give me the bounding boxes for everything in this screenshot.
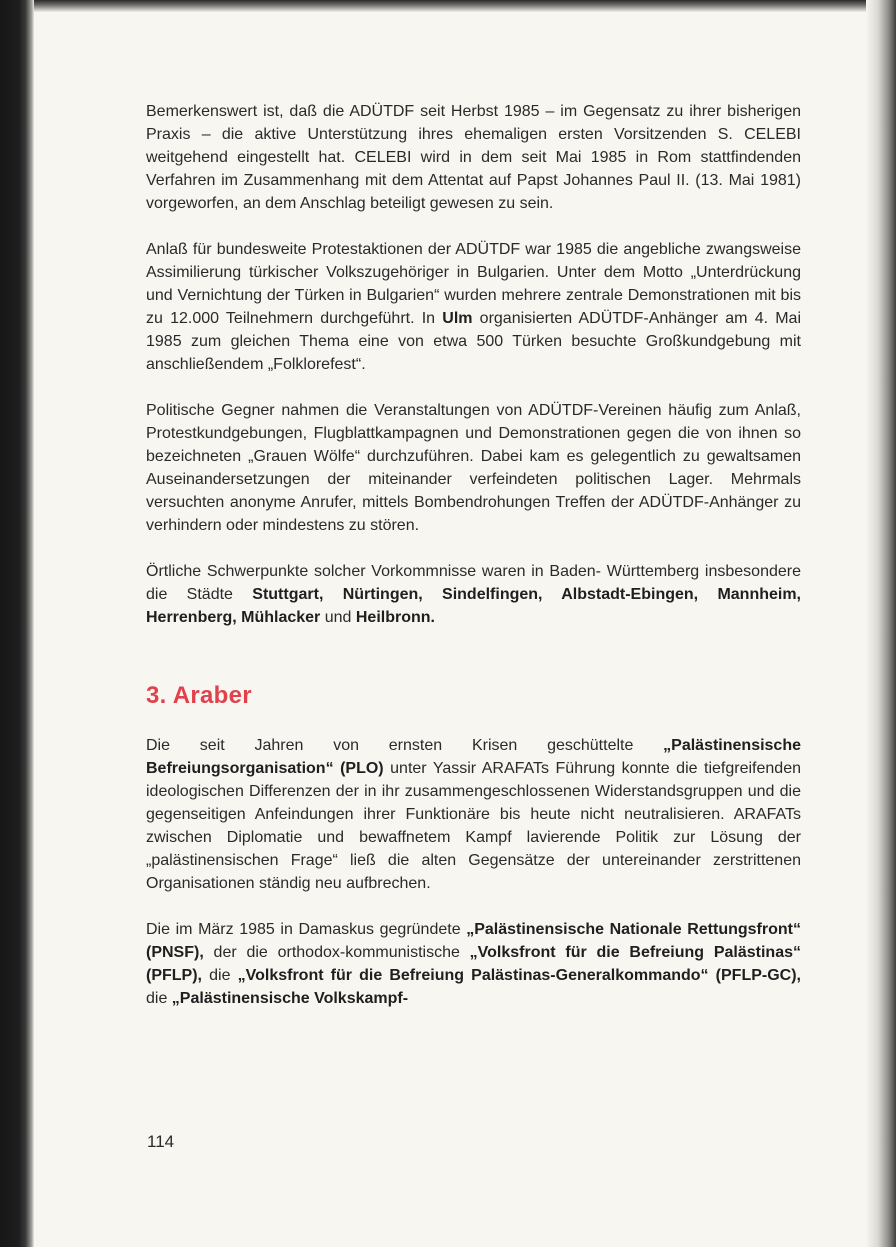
text-run: Politische Gegner nahmen die Veranstaltungen von ADÜTDF-Vereinen häufig zum Anlaß, Protestkundgebungen, Flugblattkampagnen und Demonstrationen gegen die von ihnen so bezeichneten „Grauen Wölfe“ durchzuführen. Dabei kam es gelegentlich zu gewaltsamen Auseinandersetzungen der miteinander verfeindeten politischen Lager. Mehrmals versuchten anonyme Anrufer, mittels Bombendrohungen Treffen der ADÜTDF-Anhänger zu verhindern oder mindestens zu stören. (146, 402, 801, 534)
paragraph (146, 100, 801, 215)
text-run: Die seit Jahren von ernsten Krisen geschüttelte (146, 737, 664, 754)
section-number: 3. (146, 682, 167, 709)
bold-text-run: „Palästinensische Volkskampf- (171, 990, 409, 1007)
page-body (146, 100, 801, 1010)
bold-text-run: Ulm (442, 310, 473, 327)
paragraph (146, 734, 801, 895)
text-run: die (146, 990, 172, 1007)
text-run: organisierten ADÜTDF-Anhänger am 4. Mai 1985 zum gleichen Thema eine von etwa 500 Türken besuchte Großkundgebung mit anschließendem „Folklorefest“. (146, 310, 802, 373)
book-spine-shadow (0, 0, 34, 1247)
bold-text-run: „Volksfront für die Befreiung Palästinas“ (PFLP), (146, 944, 801, 984)
section-title: Araber (172, 682, 252, 709)
bold-text-run: „Volksfront für die Befreiung Palästinas-Generalkommando“ (PFLP-GC), (237, 967, 801, 984)
text-run: Anlaß für bundesweite Protestaktionen der ADÜTDF war 1985 die angebliche zwangsweise Assimilierung türkischer Volkszugehöriger in Bulgarien. Unter dem Motto „Unterdrückung und Vernichtung der Türken in Bulgarien“ wurden mehrere zentrale Demonstrationen mit bis zu 12.000 Teilnehmern durchgeführt. In (146, 241, 801, 327)
section-heading (146, 684, 801, 707)
paragraph (146, 918, 801, 1010)
text-run: die (202, 967, 238, 984)
paragraphs-before-heading (146, 100, 801, 629)
page-edge-shadow (866, 0, 896, 1247)
bold-text-run: Stuttgart, Nürtingen, Sindelfingen, Albstadt-Ebingen, Mannheim, Herrenberg, Mühlacker (146, 586, 802, 626)
paragraph (146, 560, 801, 629)
bold-text-run: „Palästinensische Nationale Rettungsfront“ (PNSF), (146, 921, 801, 961)
text-run: Bemerkenswert ist, daß die ADÜTDF seit Herbst 1985 – im Gegensatz zu ihrer bisherigen Praxis – die aktive Unterstützung ihres ehemaligen ersten Vorsitzenden S. CELEBI weitgehend eingestellt hat. CELEBI wird in dem seit Mai 1985 in Rom stattfindenden Verfahren im Zusammenhang mit dem Attentat auf Papst Johannes Paul II. (13. Mai 1981) vorgeworfen, an dem Anschlag beteiligt gewesen zu sein. (146, 103, 801, 212)
bold-text-run: „Palästinensische Befreiungsorganisation“ (PLO) (146, 737, 801, 777)
text-run: und (320, 609, 356, 626)
text-run: der die orthodox-kommunistische (203, 944, 470, 961)
text-run: Örtliche Schwerpunkte solcher Vorkommnisse waren in Baden- Württemberg insbesondere die Städte (146, 563, 801, 603)
text-run: Die im März 1985 in Damaskus gegründete (146, 921, 467, 938)
page-number: 114 (147, 1132, 175, 1151)
bold-text-run: Heilbronn. (355, 609, 435, 626)
paragraph (146, 399, 801, 537)
text-run: unter Yassir ARAFATs Führung konnte die tiefgreifenden ideologischen Differenzen der in ihr zusammengeschlossenen Widerstandsgruppen und die gegenseitigen Anfeindungen ihrer Funktionäre bis heute nicht neutralisieren. ARAFATs zwischen Diplomatie und bewaffnetem Kampf lavierende Politik zur Lösung der „palästinensischen Frage“ ließ die alten Gegensätze der untereinander zerstrittenen Organisationen ständig neu aufbrechen. (146, 760, 801, 892)
page-top-shadow (0, 0, 896, 12)
paragraph (146, 238, 801, 376)
paragraphs-after-heading (146, 734, 801, 1010)
